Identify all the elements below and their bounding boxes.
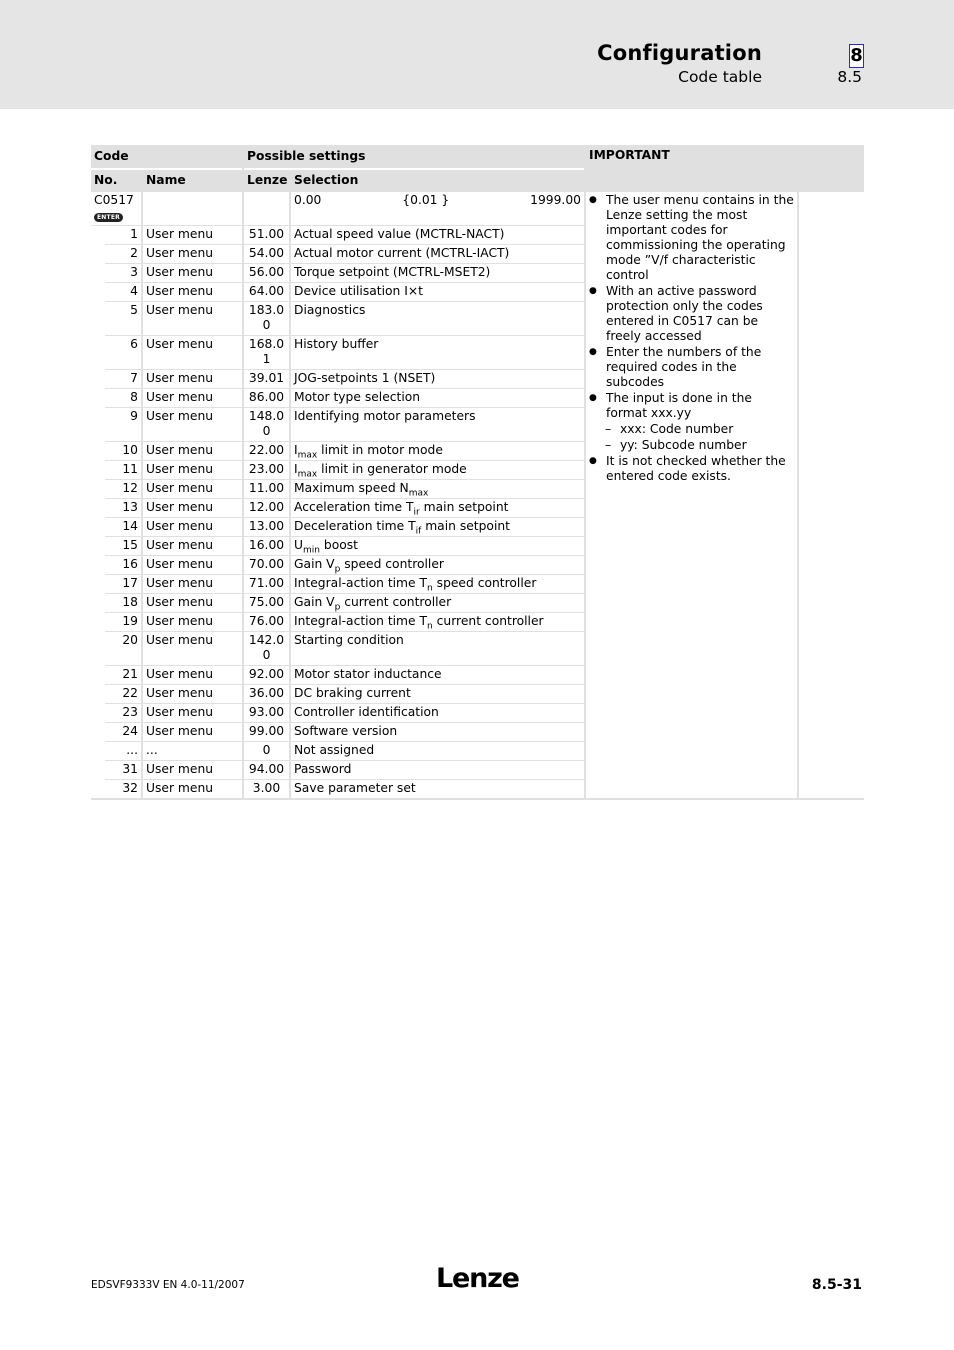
row-lenze: [243, 480, 290, 499]
row-name: ...: [142, 742, 243, 761]
page-subtitle: Code table: [678, 68, 762, 86]
row-selection: Device utilisation I×t: [290, 283, 585, 302]
lenze-value: 168.0: [248, 337, 285, 351]
row-name: User menu: [142, 780, 243, 800]
lenze-value: 71.00: [248, 576, 285, 590]
lenze-value: 86.00: [248, 390, 285, 404]
indent-cell: [91, 685, 105, 704]
row-name: User menu: [142, 594, 243, 613]
selection-subscript: p: [334, 564, 341, 575]
code-lenze-cell: [243, 192, 290, 226]
selection-subscript: p: [334, 602, 341, 613]
indent-cell: [91, 723, 105, 742]
lenze-value: 142.0: [248, 633, 285, 647]
lenze-value: 23.00: [248, 462, 285, 476]
header-important: IMPORTANT: [585, 145, 864, 192]
row-lenze: [243, 780, 290, 800]
row-name: User menu: [142, 666, 243, 685]
indent-cell: [91, 632, 105, 666]
lenze-value-wrap: 1: [262, 352, 271, 366]
row-name: User menu: [142, 336, 243, 370]
row-selection: Actual motor current (MCTRL-IACT): [290, 245, 585, 264]
row-name: User menu: [142, 264, 243, 283]
lenze-value: 70.00: [248, 557, 285, 571]
row-name: User menu: [142, 518, 243, 537]
header-name: Name: [142, 169, 243, 192]
row-selection: [290, 518, 585, 537]
selection-subscript: n: [427, 621, 433, 632]
indent-cell: [91, 336, 105, 370]
row-name: User menu: [142, 556, 243, 575]
row-number: 3: [105, 264, 142, 283]
row-lenze: [243, 761, 290, 780]
indent-cell: [91, 556, 105, 575]
row-lenze: [243, 704, 290, 723]
note-bullet-item: [589, 193, 794, 283]
lenze-value: 12.00: [248, 500, 285, 514]
lenze-value: 56.00: [248, 265, 285, 279]
selection-text-suffix: current controller: [340, 595, 452, 609]
row-name: User menu: [142, 408, 243, 442]
indent-cell: [91, 594, 105, 613]
row-selection: DC braking current: [290, 685, 585, 704]
selection-subscript: ir: [413, 507, 420, 518]
row-number: 32: [105, 780, 142, 800]
selection-subscript: max: [297, 469, 318, 480]
row-number: 21: [105, 666, 142, 685]
bullet-icon: ●: [589, 456, 597, 466]
important-notes-cell: [585, 192, 798, 799]
note-dash-item: [589, 422, 794, 437]
selection-text-suffix: speed controller: [432, 576, 537, 590]
row-selection: [290, 480, 585, 499]
code-name-cell: [142, 192, 243, 226]
section-number: 8.5: [837, 68, 862, 86]
bullet-icon: ●: [589, 286, 597, 296]
indent-cell: [91, 499, 105, 518]
selection-text: Acceleration time T: [294, 500, 414, 514]
indent-cell: [91, 613, 105, 632]
row-number: 14: [105, 518, 142, 537]
indent-cell: [91, 442, 105, 461]
code-table: [91, 145, 864, 800]
indent-cell: [91, 245, 105, 264]
row-selection: Controller identification: [290, 704, 585, 723]
selection-text-suffix: boost: [320, 538, 358, 552]
row-number: 11: [105, 461, 142, 480]
indent-cell: [91, 226, 105, 245]
lenze-value: 36.00: [248, 686, 285, 700]
doc-id: EDSVF9333V EN 4.0-11/2007: [91, 1279, 245, 1291]
indent-cell: [91, 461, 105, 480]
row-lenze: [243, 723, 290, 742]
selection-text: I: [294, 462, 298, 476]
header-code: Code: [91, 145, 243, 169]
selection-subscript: min: [303, 545, 320, 556]
row-name: User menu: [142, 575, 243, 594]
row-selection: Save parameter set: [290, 780, 585, 800]
bullet-icon: ●: [589, 347, 597, 357]
header-possible-settings: Possible settings: [243, 145, 585, 169]
note-bullet-item: [589, 284, 794, 344]
row-number: 13: [105, 499, 142, 518]
row-name: User menu: [142, 245, 243, 264]
table-header-row: [91, 145, 864, 169]
selection-text-suffix: main setpoint: [421, 519, 510, 533]
lenze-value: 16.00: [248, 538, 285, 552]
lenze-value: 3.00: [252, 781, 281, 795]
page-number: 8.5-31: [811, 1277, 862, 1293]
row-selection: Diagnostics: [290, 302, 585, 336]
row-number: 24: [105, 723, 142, 742]
row-lenze: [243, 302, 290, 336]
row-selection: Actual speed value (MCTRL-NACT): [290, 226, 585, 245]
row-number: ...: [105, 742, 142, 761]
lenze-value: 22.00: [248, 443, 285, 457]
row-number: 17: [105, 575, 142, 594]
row-selection: Identifying motor parameters: [290, 408, 585, 442]
row-number: 20: [105, 632, 142, 666]
row-selection: [290, 594, 585, 613]
indent-cell: [91, 742, 105, 761]
selection-subscript: if: [415, 526, 422, 537]
row-lenze: [243, 336, 290, 370]
row-number: 23: [105, 704, 142, 723]
row-number: 1: [105, 226, 142, 245]
dash-icon: –: [605, 438, 612, 452]
row-lenze: [243, 632, 290, 666]
note-bullet-item: [589, 454, 794, 484]
lenze-value-wrap: 0: [262, 424, 271, 438]
selection-text: Maximum speed N: [294, 481, 409, 495]
row-number: 22: [105, 685, 142, 704]
row-name: User menu: [142, 704, 243, 723]
selection-subscript: max: [408, 488, 429, 499]
row-number: 10: [105, 442, 142, 461]
row-number: 9: [105, 408, 142, 442]
row-lenze: [243, 518, 290, 537]
selection-text: U: [294, 538, 304, 552]
indent-cell: [91, 389, 105, 408]
note-text: Enter the numbers of the required codes in the subcodes: [606, 345, 762, 389]
page-title: Configuration: [597, 41, 762, 65]
row-selection: Torque setpoint (MCTRL-MSET2): [290, 264, 585, 283]
row-lenze: [243, 283, 290, 302]
row-name: User menu: [142, 389, 243, 408]
row-lenze: [243, 245, 290, 264]
row-number: 19: [105, 613, 142, 632]
row-number: 16: [105, 556, 142, 575]
lenze-value: 39.01: [248, 371, 285, 385]
row-name: User menu: [142, 302, 243, 336]
indent-cell: [91, 575, 105, 594]
row-name: User menu: [142, 370, 243, 389]
bullet-icon: ●: [589, 393, 597, 403]
enter-icon: ENTER: [94, 213, 123, 222]
selection-subscript: max: [297, 450, 318, 461]
lenze-value: 54.00: [248, 246, 285, 260]
row-number: 7: [105, 370, 142, 389]
row-selection: Starting condition: [290, 632, 585, 666]
header-selection: Selection: [290, 169, 585, 192]
row-lenze: [243, 226, 290, 245]
chapter-badge: 8: [850, 45, 863, 66]
row-selection: [290, 499, 585, 518]
row-lenze: [243, 556, 290, 575]
row-name: User menu: [142, 461, 243, 480]
indent-cell: [91, 480, 105, 499]
header-lenze: Lenze: [243, 169, 290, 192]
row-lenze: [243, 537, 290, 556]
lenze-value: 51.00: [248, 227, 285, 241]
selection-text: Integral-action time T: [294, 614, 428, 628]
row-number: 15: [105, 537, 142, 556]
lenze-value-wrap: 0: [262, 648, 271, 662]
note-text: xxx: Code number: [620, 422, 734, 436]
indent-cell: [91, 518, 105, 537]
header-band: [0, 0, 954, 109]
row-name: User menu: [142, 226, 243, 245]
indent-cell: [91, 704, 105, 723]
row-number: 6: [105, 336, 142, 370]
row-name: User menu: [142, 499, 243, 518]
row-lenze: [243, 408, 290, 442]
row-selection: [290, 556, 585, 575]
indent-cell: [91, 537, 105, 556]
row-number: 4: [105, 283, 142, 302]
row-selection: [290, 442, 585, 461]
row-lenze: [243, 685, 290, 704]
indent-cell: [91, 761, 105, 780]
row-name: User menu: [142, 283, 243, 302]
selection-max: 1999.00: [530, 193, 581, 207]
selection-text: Gain V: [294, 595, 335, 609]
row-number: 8: [105, 389, 142, 408]
row-name: User menu: [142, 723, 243, 742]
note-text: It is not checked whether the entered code exists.: [606, 454, 786, 483]
row-name: User menu: [142, 632, 243, 666]
selection-subscript: n: [427, 583, 433, 594]
note-text: With an active password protection only the codes entered in C0517 can be freely accessed: [606, 284, 763, 343]
row-number: 31: [105, 761, 142, 780]
dash-icon: –: [605, 422, 612, 436]
row-name: User menu: [142, 442, 243, 461]
note-text: The input is done in the format xxx.yy: [606, 391, 752, 420]
blank-cell: [798, 192, 864, 799]
lenze-value: 0: [262, 743, 271, 757]
row-selection: JOG-setpoints 1 (NSET): [290, 370, 585, 389]
row-lenze: [243, 264, 290, 283]
code-cell: [91, 192, 142, 226]
bullet-icon: ●: [589, 195, 597, 205]
row-lenze: [243, 666, 290, 685]
row-number: 2: [105, 245, 142, 264]
row-selection: Not assigned: [290, 742, 585, 761]
note-text: yy: Subcode number: [620, 438, 747, 452]
lenze-value: 99.00: [248, 724, 285, 738]
code-row: [91, 192, 864, 226]
row-selection: [290, 537, 585, 556]
note-bullet-item: [589, 391, 794, 421]
indent-cell: [91, 302, 105, 336]
lenze-value: 92.00: [248, 667, 285, 681]
lenze-value: 93.00: [248, 705, 285, 719]
row-lenze: [243, 461, 290, 480]
row-name: User menu: [142, 613, 243, 632]
code-selection-cell: [290, 192, 585, 226]
lenze-logo: Lenze: [436, 1263, 519, 1294]
lenze-value: 13.00: [248, 519, 285, 533]
note-bullet-item: [589, 345, 794, 390]
selection-text-suffix: main setpoint: [419, 500, 509, 514]
row-selection: Motor type selection: [290, 389, 585, 408]
lenze-value: 64.00: [248, 284, 285, 298]
row-lenze: [243, 742, 290, 761]
selection-text-suffix: limit in motor mode: [317, 443, 443, 457]
selection-min: 0.00: [294, 193, 322, 207]
indent-cell: [91, 780, 105, 800]
selection-text-suffix: limit in generator mode: [317, 462, 467, 476]
row-selection: [290, 575, 585, 594]
row-lenze: [243, 370, 290, 389]
selection-text: Integral-action time T: [294, 576, 428, 590]
indent-cell: [91, 370, 105, 389]
indent-cell: [91, 666, 105, 685]
lenze-value: 148.0: [248, 409, 285, 423]
row-name: User menu: [142, 685, 243, 704]
selection-text: Deceleration time T: [294, 519, 416, 533]
lenze-value-wrap: 0: [262, 318, 271, 332]
row-selection: [290, 613, 585, 632]
row-name: User menu: [142, 537, 243, 556]
row-lenze: [243, 613, 290, 632]
note-dash-item: [589, 438, 794, 453]
selection-text: Gain V: [294, 557, 335, 571]
selection-text: I: [294, 443, 298, 457]
header-no: No.: [91, 169, 142, 192]
row-lenze: [243, 389, 290, 408]
row-number: 5: [105, 302, 142, 336]
lenze-value: 75.00: [248, 595, 285, 609]
indent-cell: [91, 264, 105, 283]
indent-cell: [91, 408, 105, 442]
selection-text-suffix: speed controller: [340, 557, 444, 571]
row-name: User menu: [142, 480, 243, 499]
lenze-value: 76.00: [248, 614, 285, 628]
row-name: User menu: [142, 761, 243, 780]
lenze-value: 11.00: [248, 481, 285, 495]
lenze-value: 183.0: [248, 303, 285, 317]
row-lenze: [243, 575, 290, 594]
selection-step: {0.01 }: [402, 193, 450, 207]
note-text: The user menu contains in the Lenze setting the most important codes for commissioning the operating mode ”V/f characteristic control: [606, 193, 794, 282]
row-selection: Motor stator inductance: [290, 666, 585, 685]
indent-cell: [91, 283, 105, 302]
row-selection: [290, 461, 585, 480]
row-lenze: [243, 499, 290, 518]
row-selection: Password: [290, 761, 585, 780]
row-lenze: [243, 594, 290, 613]
row-selection: History buffer: [290, 336, 585, 370]
row-selection: Software version: [290, 723, 585, 742]
row-number: 18: [105, 594, 142, 613]
important-notes: [589, 193, 794, 484]
code-id: C0517: [94, 193, 134, 207]
row-number: 12: [105, 480, 142, 499]
selection-text-suffix: current controller: [432, 614, 544, 628]
lenze-value: 94.00: [248, 762, 285, 776]
row-lenze: [243, 442, 290, 461]
